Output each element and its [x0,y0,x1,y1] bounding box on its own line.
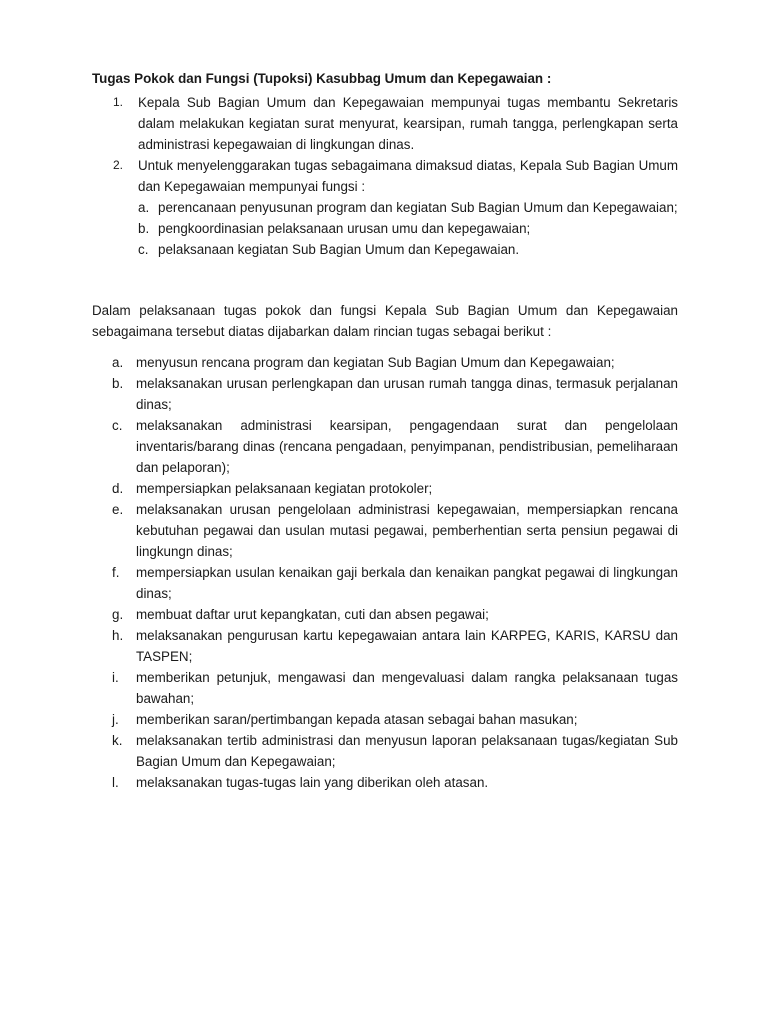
list-item [92,772,678,793]
list-marker: c. [112,418,123,433]
list-item-text: melaksanakan administrasi kearsipan, pengagendaan surat dan pengelolaan inventaris/barang dinas (rencana pengadaan, penyimpanan, pendistribusian, pemeliharaan dan pelaporan); [136,418,678,475]
task-list [92,352,678,793]
list-item-text: Kepala Sub Bagian Umum dan Kepegawaian mempunyai tugas membantu Sekretaris dalam melakukan kegiatan surat menyurat, kearsipan, rumah tangga, perlengkapan serta administrasi kepegawaian di lingkungan dinas. [138,95,678,152]
list-marker: e. [112,502,124,517]
list-item-text: Untuk menyelenggarakan tugas sebagaimana dimaksud diatas, Kepala Sub Bagian Umum dan Kepegawaian mempunyai fungsi : [138,158,678,194]
list-item [92,499,678,562]
list-item-text: pelaksanaan kegiatan Sub Bagian Umum dan Kepegawaian. [158,242,520,257]
list-marker: i. [112,670,119,685]
list-marker: l. [112,775,119,790]
list-item [92,478,678,499]
sublist-item [138,197,678,218]
list-item-text: memberikan petunjuk, mengawasi dan mengevaluasi dalam rangka pelaksanaan tugas bawahan; [136,670,678,706]
list-item [92,352,678,373]
list-item [92,730,678,772]
list-marker: b. [138,221,150,236]
list-item-text: melaksanakan pengurusan kartu kepegawaian antara lain KARPEG, KARIS, KARSU dan TASPEN; [136,628,678,664]
list-marker: c. [138,242,149,257]
list-marker: a. [112,355,124,370]
list-item-text: melaksanakan tertib administrasi dan menyusun laporan pelaksanaan tugas/kegiatan Sub Bagian Umum dan Kepegawaian; [136,733,678,769]
list-item [92,415,678,478]
list-marker: d. [112,481,124,496]
list-item [92,709,678,730]
list-item-text: memberikan saran/pertimbangan kepada atasan sebagai bahan masukan; [136,712,578,727]
list-item-text: mempersiapkan pelaksanaan kegiatan protokoler; [136,481,433,496]
list-item-text: melaksanakan urusan pengelolaan administrasi kepegawaian, mempersiapkan rencana kebutuhan pegawai dan usulan mutasi pegawai, pemberhentian serta pensiun pegawai di lingkungn dinas; [136,502,678,559]
list-item-text: mempersiapkan usulan kenaikan gaji berkala dan kenaikan pangkat pegawai di lingkungan dinas; [136,565,678,601]
list-marker: g. [112,607,124,622]
list-item [92,373,678,415]
sublist-item [138,239,678,260]
numbered-item [92,155,678,260]
list-item-text: melaksanakan urusan perlengkapan dan urusan rumah tangga dinas, termasuk perjalanan dinas; [136,376,678,412]
list-item-text: membuat daftar urut kepangkatan, cuti dan absen pegawai; [136,607,489,622]
document-body [92,68,678,793]
intro-paragraph: Dalam pelaksanaan tugas pokok dan fungsi Kepala Sub Bagian Umum dan Kepegawaian sebagaimana tersebut diatas dijabarkan dalam rincian tugas sebagai berikut : [92,303,678,339]
numbered-item [92,92,678,155]
list-item-text: pengkoordinasian pelaksanaan urusan umu dan kepegawaian; [158,221,531,236]
function-sublist [138,197,678,260]
list-item [92,625,678,667]
list-marker: f. [112,565,120,580]
document-heading: Tugas Pokok dan Fungsi (Tupoksi) Kasubbag Umum dan Kepegawaian : [92,71,552,86]
numbered-list [92,92,678,260]
list-item-text: perencanaan penyusunan program dan kegiatan Sub Bagian Umum dan Kepegawaian; [158,200,678,215]
list-item [92,604,678,625]
list-marker: j. [112,712,119,727]
sublist-item [138,218,678,239]
list-item-text: menyusun rencana program dan kegiatan Sub Bagian Umum dan Kepegawaian; [136,355,615,370]
list-item-text: melaksanakan tugas-tugas lain yang diberikan oleh atasan. [136,775,489,790]
list-item [92,562,678,604]
list-item [92,667,678,709]
list-marker: b. [112,376,124,391]
list-marker: 1. [113,95,124,109]
list-marker: h. [112,628,124,643]
list-marker: 2. [113,158,124,172]
list-marker: a. [138,200,150,215]
list-marker: k. [112,733,123,748]
